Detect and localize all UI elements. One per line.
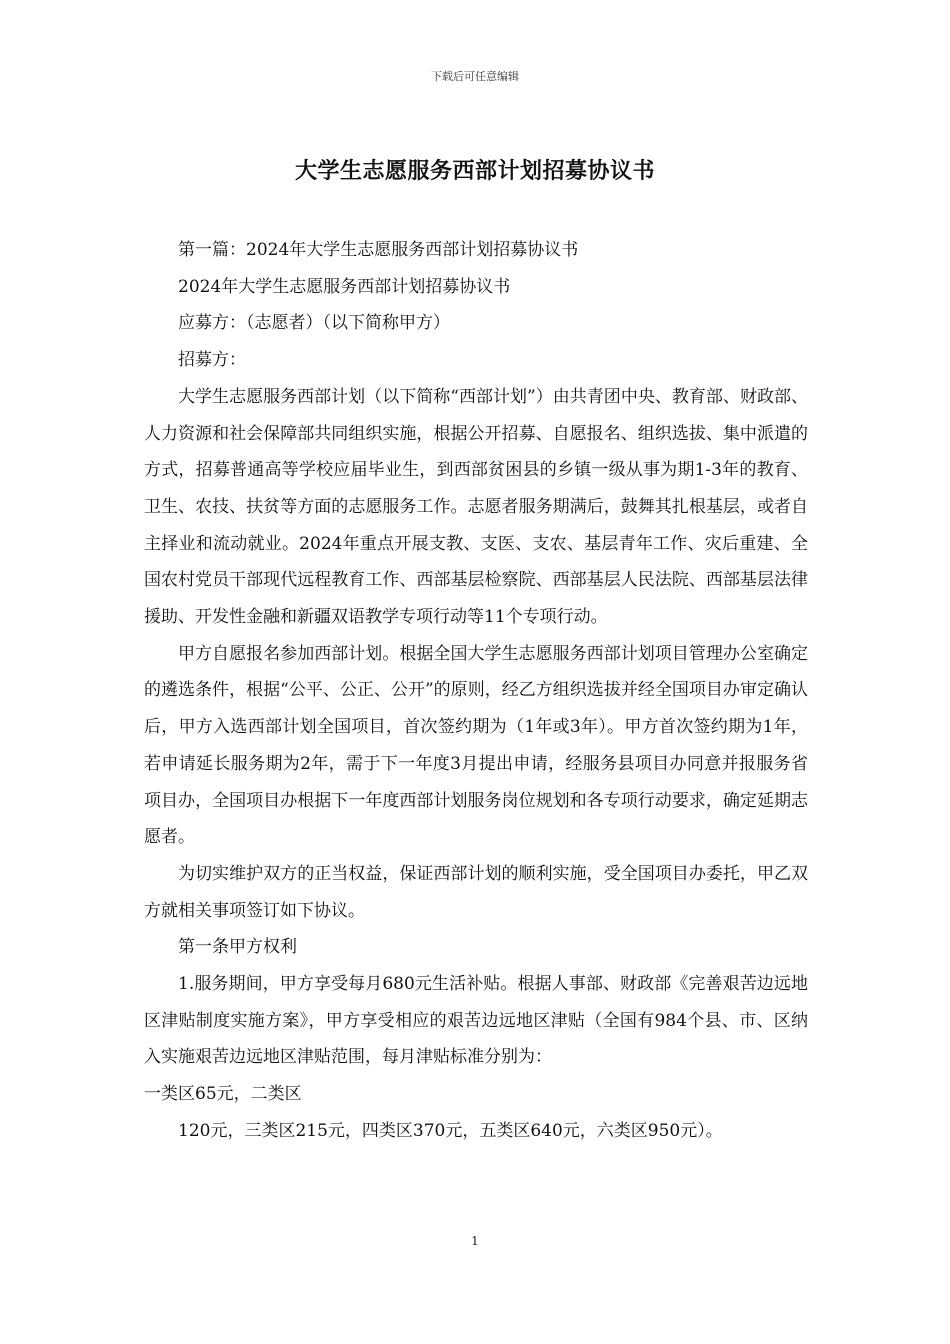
page-number: 1 <box>471 1234 479 1248</box>
header-note: 下载后可任意编辑 <box>431 70 519 83</box>
paragraph-allowance: 1.服务期间，甲方享受每月680元生活补贴。根据人事部、财政部《完善艰苦边远地区津贴制度实施方案》，甲方享受相应的艰苦边远地区津贴（全国有984个县、市、区纳入实施艰苦边远地区津贴范围，每月津贴标准分别为： <box>144 974 808 1068</box>
paragraph-program-intro: 大学生志愿服务西部计划（以下简称“西部计划”）由共青团中央、教育部、财政部、人力资源和社会保障部共同组织实施，根据公开招募、自愿报名、组织选拔、集中派遣的方式，招募普通高等学校应届毕业生，到西部贫困县的乡镇一级从事为期1-3年的教育、卫生、农技、扶贫等方面的志愿服务工作。志愿者服务期满后，鼓舞其扎根基层，或者自主择业和流动就业。2024年重点开展支教、支医、支农、基层青年工作、灾后重建、全国农村党员干部现代远程教育工作、西部基层检察院、西部基层人民法院、西部基层法律援助、开发性金融和新疆双语教学专项行动等11个专项行动。 <box>144 386 808 628</box>
document-title: 大学生志愿服务西部计划招募协议书 <box>294 159 655 184</box>
recruiter-party: 招募方： <box>178 350 246 371</box>
paragraph-selection: 甲方自愿报名参加西部计划。根据全国大学生志愿服务西部计划项目管理办公室确定的遴选条件，根据“公平、公正、公开”的原则，经乙方组织选拔并经全国项目办审定确认后，甲方入选西部计划全国项目，首次签约期为（1年或3年）。甲方首次签约期为1年，若申请延长服务期为2年，需于下一年度3月提出申请，经服务县项目办同意并报服务省项目办，全国项目办根据下一年度西部计划服务岗位规划和各专项行动要求，确定延期志愿者。 <box>144 643 808 848</box>
document-body <box>144 232 808 1150</box>
paragraph-purpose: 为切实维护双方的正当权益，保证西部计划的顺利实施，受全国项目办委托，甲乙双方就相关事项签订如下协议。 <box>144 863 808 921</box>
applicant-party: 应募方：（志愿者）（以下简称甲方） <box>178 313 450 334</box>
agreement-subtitle: 2024年大学生志愿服务西部计划招募协议书 <box>178 276 511 297</box>
article-heading: 第一条甲方权利 <box>178 937 297 958</box>
paragraph-allowance-rates: 120元，三类区215元，四类区370元，五类区640元，六类区950元）。 <box>178 1120 723 1141</box>
section-heading: 第一篇：2024年大学生志愿服务西部计划招募协议书 <box>178 240 579 260</box>
paragraph-allowance-continued: 一类区65元，二类区 <box>144 1084 302 1105</box>
